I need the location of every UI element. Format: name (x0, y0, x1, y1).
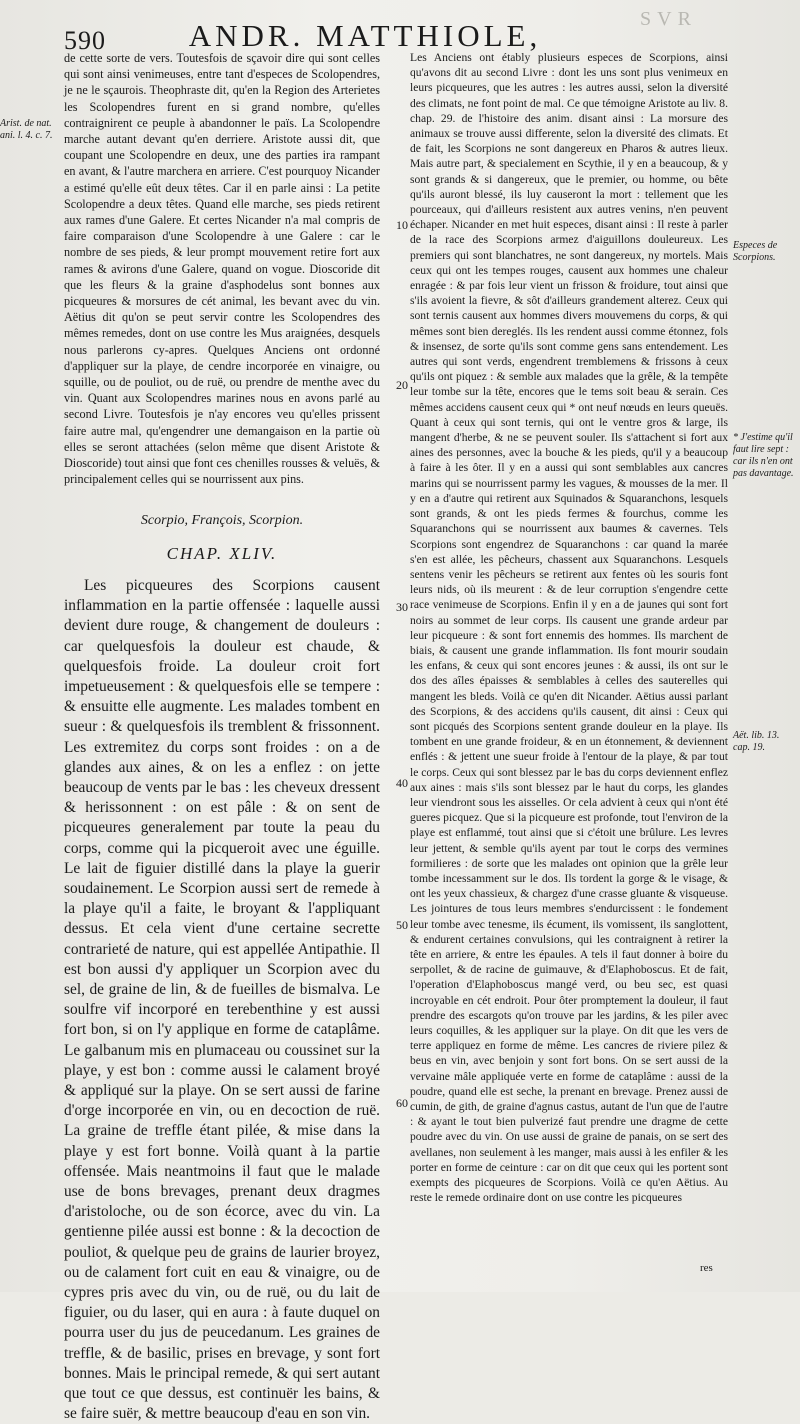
left-body-paragraph: Les picqueures des Scorpions causent inflammation en la partie offensée : laquelle aussi devient dure rouge, & changement de douleurs : car quelquesfois la douleur est chaude, & quelquesfois froide. La douleur croit fort impetueusement : & quelquesfois elle se tempere : & ensuitte elle augmente. Les malades tombent en sueur : & quelquesfois ils tremblent & frissonnent. Les extremitez du corps sont froides : on a de glandes aux aines, & on les a enflez : on jette beaucoup de vents par le bas : les cheveux dressent & herissonnent : on est pâle : & on sent de picqueures generalement par toute la peau du corps, comme qui la picqueroit avec une éguille. Le lait de figuier distillé dans la playe la guerir soudainement. Le Scorpion aussi sert de remede à la playe qu'il a faite, le broyant & l'appliquant dessus. Et cela vient d'une certaine secrette contrarieté de nature, qui est appellée Antipathie. Il est bon aussi d'y appliquer un Scorpion avec du sel, de graine de lin, & de fueilles de bismalva. Le soulfre vif incorporé en terebenthine y est aussi fort bon, si on l'y applique en forme de cataplâme. Le galbanum mis en plumaceau ou coussinet sur la playe, y est bon : comme aussi le calament broyé & appliqué sur la playe. On se sert aussi de farine d'orge incorporée en vin, ou en decoction de ruë. La graine de treffle étant pilée, & mise dans la playe y est fort bonne. Voilà quant à la partie offensée. Mais neantmoins il faut que le malade use de bons brevages, prenant deux dragmes d'aristoloche, ou de son écorce, avec du vin. La gentienne pilée aussi est bonne : & la decoction de pouliot, & quelque peu de grains de laurier broyez, ou de calament fort cuit en eau & vinaigre, ou de cypres pris avec du vin, ou de ruë, ou du lait de figuier, ou du laser, qui en aura : à faute duquel on pourra user du jus de peucedanum. Les graines de treffle, & de basilic, prises en brevage, y sont fort bonnes. Mais le principal remede, & qui sert autant que tout ce que dessus, est continuër les bains, & se faire suër, & mettre beaucoup d'eau en son vin. (64, 576, 380, 1423)
margin-note-right-reference: Aët. lib. 13. cap. 19. (733, 730, 780, 753)
chapter-heading: CHAP. XLIV. (166, 543, 278, 563)
section-subtitle: Scorpio, François, Scorpion. (140, 513, 304, 529)
page-number: 590 (64, 26, 106, 55)
line-number-10: 10 (396, 218, 408, 232)
line-number-20: 20 (396, 378, 408, 392)
margin-note-right-species: Especes de Scorpions. (733, 240, 778, 263)
bleed-through-text: SVR (640, 8, 697, 30)
margin-note-right-correction: * J'estime qu'il faut lire sept : car ils n'en ont pas davantage. (733, 432, 794, 479)
running-head: ANDR. MATTHIOLE, (188, 18, 542, 53)
line-number-30: 30 (396, 600, 408, 614)
right-body-paragraph: Les Anciens ont étably plusieurs especes de Scorpions, ainsi qu'avons dit au second Livre : dont les uns sont plus venimeux en leurs picqueures, que les autres : les autres aussi, selon la diversité des climats, ne font point de mal. Ce que témoigne Aristote au liv. 8. chap. 29. de l'histoire des anim. disant ainsi : La morsure des animaux se trouve aussi differente, selon la diversité des climats. Et de fait, les Scorpions ne sont dangereux en Pharos & autres lieux. Mais autre part, & specialement en Scythie, il y en a beaucoup, & y sont grands & si dangereux, que le premier, ou homme, ou bête qu'ils auront blessé, ils luy causeront la mort : tellement que les pourceaux, qui d'ailleurs resistent aux autres venins, n'en peuvent échaper. Nicander en met huit especes, disant ainsi : Il reste à parler de la race des Scorpions armez d'aiguillons douleureux. Les premiers qui sont blanchatres, ne sont dangereux, ny mortels. Mais ceux qui ont les tempes rouges, causent aux hommes une chaleur enragée : & par fois leur vient un frisson & froidure, tout ainsi que s'ils avoient la fievre, & sôt d'ailleurs grandement alterez. Ceux qui sont ternis causent aux hommes divers mouvemens du corps, & qui mêmes sont bien dereglés. Ils les rendent aussi comme étonnez, fols & insensez, de sorte qu'ils sont comme gens sans entendement. Les autres qui sont verds, engendrent tremblemens & frissons à ceux qu'ils ont piquez : & semble aux malades que la grêle, & la tempête leur tombe sur la tête, encores que le tems soit beau & serain. Ces mêmes accidens causent ceux qui * ont neuf nœuds en leurs queuës. Quant à ceux qui sont ternis, qui ont le ventre gros & large, ils mangent d'herbe, & ne se peuvent souler. Ils s'attachent si fort aux aines des personnes, avec la bouche & les pieds, qu'il y a beaucoup à faire à les ôter. Il y en a aussi qui sont semblables aux cancres marins qui se nourrissent parmy les vagues, & mousses de la mer. Il y en a d'autre qui retirent aux Squinados & Squaranchons, lesquels sont grands, & ont les pieds fermes & fourchus, comme les Squaranchons qui se nourrissent aux baumes & cavernes. Tels Scorpions sont engendrez de Squaranchons : car quand la marée s'en est allée, les pêcheurs, chassent aux Squaranchons. Lesquels sentens venir les pêcheurs se retirent aux fentes où les souris font leurs nids, où ils meurent : & de leur corruption s'engendre cette race venimeuse de Scorpions. Enfin il y en a de jaunes qui sont fort noirs au sommet de leur corps. Ils causent une grande ardeur par leur picqueure : & sont fort ennemis des hommes. Ils marchent de biais, & causent une grande inflammation. Ils font mourir soudain les enfans, & ceux qui sont encores jeunes : & aussi, ils ont sur le dos des aîles épaisses & semblables à celles des sauterelles qui mangent les bleds. Voilà ce qu'en dit Nicander. Aëtius aussi parlant des Scorpions, & des accidens qu'ils causent, dit ainsi : Ceux qui sont picqués des Scorpions sentent grande douleur en la playe. Ils tombent en une grande froideur, & en un étonnement, & deviennent enflés : & jettent une sueur froide à l'entour de la playe, & par tout le corps. Ceux qui sont blessez par le bas du corps deviennent enflez aux aines : mais s'ils sont blessez par le haut du corps, les glandes leur viendront sous les aisselles. Or cela advient à ceux qui n'ont été gueres picquez. Que si la picqueure est profonde, tout l'environ de la playe est enflammé, tout ainsi que si c'étoit une brûlure. Les levres leur jettent, & semble qu'ils ayent par tout le corps des vermines formilieres : de sorte que les malades ont opinion que la grêle leur tombe incessamment sur le dos. Ils tordent la gorge & le visage, & ont les yeux chassieux, & chargez d'une crasse gluante & visqueuse. Les jointures de tous leurs membres s'endurcissent : le fondement leur tombe avec tenesme, ils écument, ils vomissent, ils sanglottent, & endurent certaines convulsions, qui les contraignent à retirer la tête en arriere, & entre les épaules. A tels il faut donner à boire du serpollet, & de racine de guimauve, & d'Elaphoboscus. Et de fait, l'operation d'Elaphoboscus mangé verd, ou beu sec, est quasi incroyable en cét endroit. Pour ôter promptement la douleur, il faut prendre des escargots qu'on trouve par les jardins, & les piler avec leurs coquilles, & les appliquer sur la playe. On dit que les vers de terre appliquez en forme de même. Les cancres de riviere pilez & beus en vin, avec benjoin y sont fort bons. On se sert aussi de la vervaine mâle appliquée verte en forme de cataplâme : aussi de la poudre, quand elle est seche, la prenant en brevage. Prenez aussi de cumin, de gith, de graine d'agnus castus, autant de l'un que de l'autre : & ayant le tout bien pulverizé faut prendre une dragme de cette poudre avec du vin. On use aussi de graine de panais, on se sert des avellanes, non seulement à les manger, mais aussi à les enfiler & les porter en forme de ceinture : car on dit que ceux qui les portent sont exempts des picqueures de Scorpions. Voilà ce qu'en Aëtius. Au reste le remede ordinaire dont on use contre les picqueures (410, 51, 728, 1205)
catchword: res (700, 1262, 713, 1274)
line-number-50: 50 (396, 918, 408, 932)
line-number-40: 40 (396, 776, 408, 790)
left-column (64, 50, 380, 1424)
right-column (410, 50, 728, 1205)
left-intro-paragraph: de cette sorte de vers. Toutesfois de sçavoir dire qui sont celles qui sont ainsi venimeuses, entre tant d'especes de Scolopendres, je ne le sçaurois. Theophraste dit, qu'en la Region des Arterietes les Scolopendres furent en si grand nombre, qu'elles contraignirent ce peuple à abandonner le païs. La Scolopendre marche autant devant qu'en derriere. Aristote aussi dit, que coupant une Scolopendre en deux, une des parties ira rampant en avant, & l'autre marchera en arriere. C'est pourquoy Nicander a estimé qu'elle eût deux têtes. Car il en parle ainsi : La petite Scolopendre a deux têtes. Quand elle marche, ses pieds retirent aux rames d'une Galere. Et certes Nicander n'a mal compris de faire comparaison d'une Scolopendre à une Galere : car le nombre de ses pieds, & leur prompt mouvement retire fort aux rames & avirons d'une Galere, quand on vogue. Dioscoride dit que les fleurs & la graine d'asphodelus sont bonnes aux picqueures & morsures de cét animal, les bevant avec du vin. Aëtius dit qu'on se peut servir contre les Scolopendres des mêmes remedes, dont on use contre les Mus araignées, desquels nous parlerons cy-apres. Quelques Anciens ont ordonné d'appliquer sur la playe, de cendre incorporée en vinaigre, ou squille, ou de pouliot, ou de ruë, ou prendre de menthe avec du vin. Quant aux Scolopendres marines nous en avons parlé au second Livre. Toutesfois je n'ay encores veu qu'elles prissent faire autre mal, qu'engendrer une demangaison en la partie où elles se seront attachées (selon même que disent Aristote & Dioscoride) tout ainsi que font ces chenilles rousses & veluës, & principalement celles qui se nourrissent aux pins. (64, 51, 380, 487)
line-number-60: 60 (396, 1096, 408, 1110)
margin-note-left: Arist. de nat. ani. l. 4. c. 7. (0, 118, 53, 141)
